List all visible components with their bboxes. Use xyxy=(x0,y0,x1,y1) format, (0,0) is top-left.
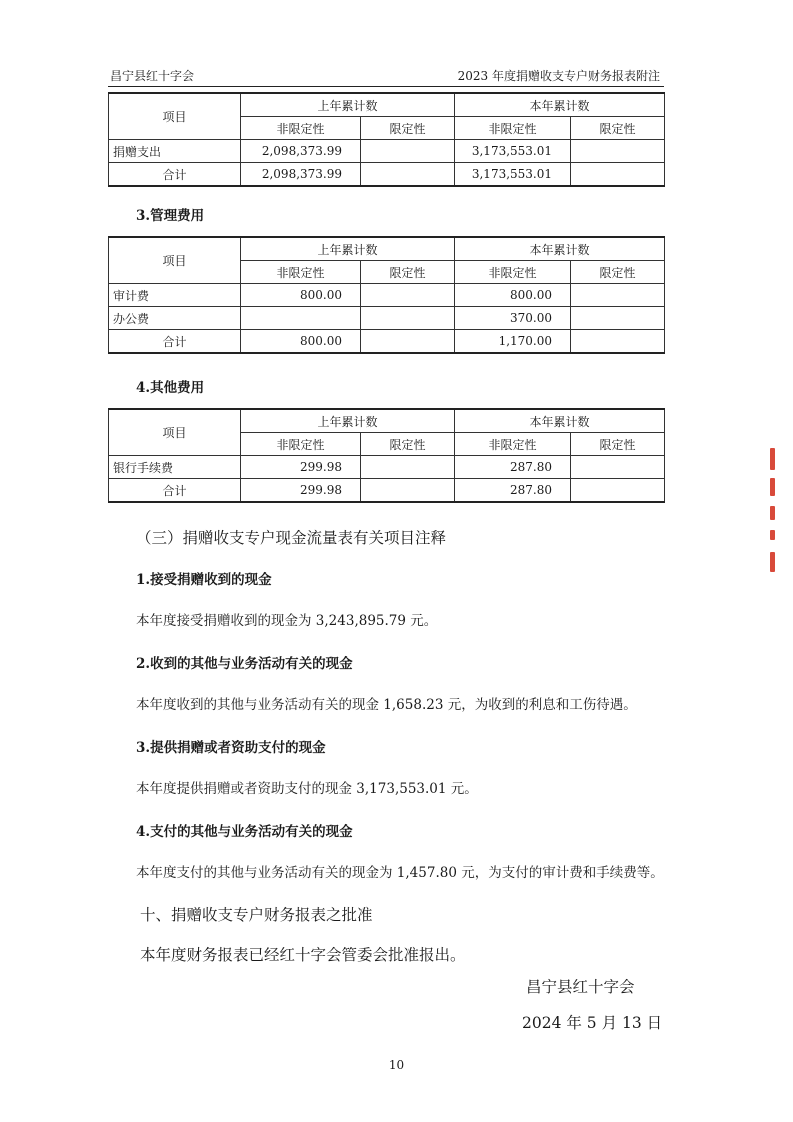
header-prev-year: 上年累计数 xyxy=(241,93,455,117)
cashflow-item-3-title: 3.提供捐赠或者资助支付的现金 xyxy=(136,740,326,756)
table-row xyxy=(109,140,665,163)
cur-restricted-value xyxy=(571,140,665,163)
header-cur-unrestricted: 非限定性 xyxy=(455,261,571,284)
row-item: 捐赠支出 xyxy=(109,140,241,163)
cur-unrestricted-value: 3,173,553.01 xyxy=(455,140,571,163)
other-expense-table xyxy=(108,408,665,503)
row-item: 银行手续费 xyxy=(109,456,241,479)
cur-unrestricted-value: 1,170.00 xyxy=(455,330,571,354)
table-row xyxy=(109,284,665,307)
prev-unrestricted-value: 2,098,373.99 xyxy=(241,163,361,187)
seal-marks-decoration xyxy=(770,448,780,576)
header-this-year: 本年累计数 xyxy=(455,409,665,433)
signature-date: 2024 年 5 月 13 日 xyxy=(522,1014,663,1032)
table-total-row xyxy=(109,330,665,354)
header-cur-unrestricted: 非限定性 xyxy=(455,117,571,140)
row-item: 合计 xyxy=(109,163,241,187)
prev-restricted-value xyxy=(361,479,455,503)
table-total-row xyxy=(109,479,665,503)
prev-unrestricted-value: 299.98 xyxy=(241,456,361,479)
cur-unrestricted-value: 287.80 xyxy=(455,456,571,479)
cur-restricted-value xyxy=(571,284,665,307)
cur-unrestricted-value: 287.80 xyxy=(455,479,571,503)
page-number: 10 xyxy=(388,1058,405,1072)
prev-unrestricted-value xyxy=(241,307,361,330)
section-3-title: 3.管理费用 xyxy=(136,208,205,224)
table-row xyxy=(109,307,665,330)
table-total-row xyxy=(109,163,665,187)
header-prev-unrestricted: 非限定性 xyxy=(241,117,361,140)
cashflow-item-1-text: 本年度接受捐赠收到的现金为 3,243,895.79 元。 xyxy=(136,613,438,629)
header-item: 项目 xyxy=(109,237,241,284)
signature-org: 昌宁县红十字会 xyxy=(526,978,635,996)
cashflow-item-4-text: 本年度支付的其他与业务活动有关的现金为 1,457.80 元，为支付的审计费和手续费等。 xyxy=(136,865,664,881)
header-report-title: 2023 年度捐赠收支专户财务报表附注 xyxy=(457,69,660,83)
row-item: 合计 xyxy=(109,330,241,354)
cashflow-item-4-title: 4.支付的其他与业务活动有关的现金 xyxy=(136,824,353,840)
cashflow-item-2-title: 2.收到的其他与业务活动有关的现金 xyxy=(136,656,353,672)
header-cur-restricted: 限定性 xyxy=(571,433,665,456)
header-cur-restricted: 限定性 xyxy=(571,117,665,140)
management-expense-table xyxy=(108,236,665,354)
header-prev-restricted: 限定性 xyxy=(361,433,455,456)
header-prev-restricted: 限定性 xyxy=(361,261,455,284)
cashflow-item-1-title: 1.接受捐赠收到的现金 xyxy=(136,572,272,588)
cur-restricted-value xyxy=(571,330,665,354)
header-prev-restricted: 限定性 xyxy=(361,117,455,140)
prev-restricted-value xyxy=(361,284,455,307)
prev-restricted-value xyxy=(361,140,455,163)
header-cur-restricted: 限定性 xyxy=(571,261,665,284)
header-item: 项目 xyxy=(109,93,241,140)
row-item: 审计费 xyxy=(109,284,241,307)
header-this-year: 本年累计数 xyxy=(455,237,665,261)
header-item: 项目 xyxy=(109,409,241,456)
approval-heading: 十、捐赠收支专户财务报表之批准 xyxy=(140,906,373,924)
donation-expense-table xyxy=(108,92,665,187)
prev-unrestricted-value: 299.98 xyxy=(241,479,361,503)
row-item: 合计 xyxy=(109,479,241,503)
cur-unrestricted-value: 370.00 xyxy=(455,307,571,330)
approval-text: 本年度财务报表已经红十字会管委会批准报出。 xyxy=(140,946,466,964)
cur-restricted-value xyxy=(571,456,665,479)
prev-unrestricted-value: 800.00 xyxy=(241,330,361,354)
header-org: 昌宁县红十字会 xyxy=(110,69,195,83)
cur-unrestricted-value: 3,173,553.01 xyxy=(455,163,571,187)
prev-unrestricted-value: 2,098,373.99 xyxy=(241,140,361,163)
section-4-title: 4.其他费用 xyxy=(136,380,205,396)
page-header xyxy=(108,66,664,87)
prev-unrestricted-value: 800.00 xyxy=(241,284,361,307)
prev-restricted-value xyxy=(361,330,455,354)
cashflow-item-2-text: 本年度收到的其他与业务活动有关的现金 1,658.23 元，为收到的利息和工伤待遇。 xyxy=(136,697,637,713)
header-prev-unrestricted: 非限定性 xyxy=(241,433,361,456)
cashflow-item-3-text: 本年度提供捐赠或者资助支付的现金 3,173,553.01 元。 xyxy=(136,781,478,797)
row-item: 办公费 xyxy=(109,307,241,330)
header-prev-year: 上年累计数 xyxy=(241,409,455,433)
cur-restricted-value xyxy=(571,163,665,187)
cur-restricted-value xyxy=(571,479,665,503)
table-row xyxy=(109,456,665,479)
prev-restricted-value xyxy=(361,307,455,330)
cur-unrestricted-value: 800.00 xyxy=(455,284,571,307)
prev-restricted-value xyxy=(361,163,455,187)
header-prev-year: 上年累计数 xyxy=(241,237,455,261)
prev-restricted-value xyxy=(361,456,455,479)
header-this-year: 本年累计数 xyxy=(455,93,665,117)
cashflow-heading: （三）捐赠收支专户现金流量表有关项目注释 xyxy=(136,529,447,547)
header-prev-unrestricted: 非限定性 xyxy=(241,261,361,284)
cur-restricted-value xyxy=(571,307,665,330)
header-cur-unrestricted: 非限定性 xyxy=(455,433,571,456)
